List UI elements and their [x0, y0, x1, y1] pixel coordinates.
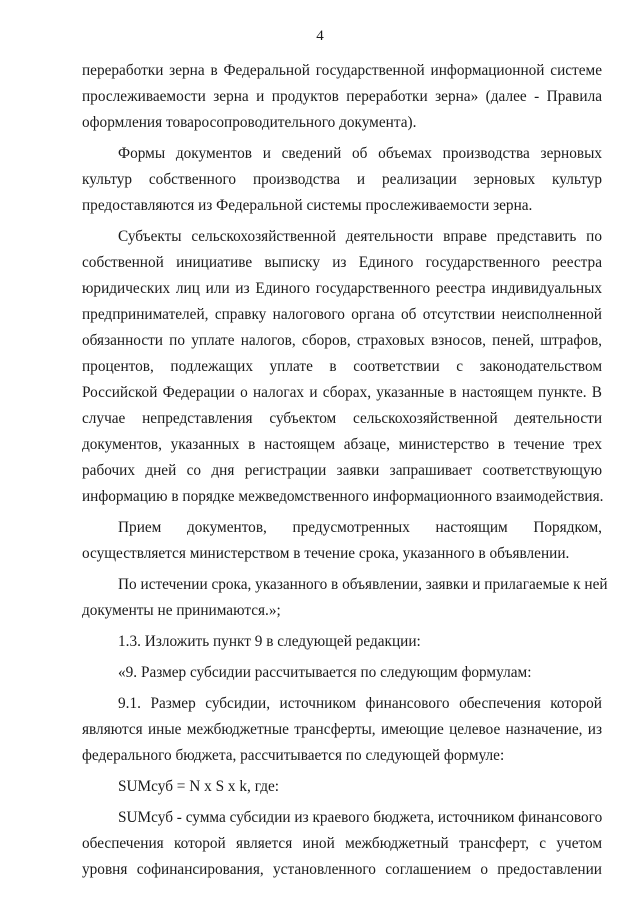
- text-line: SUMсуб - сумма субсидии из краевого бюджета, источником финансового: [118, 809, 603, 826]
- text-line: случае непредставления субъектом сельскохозяйственной деятельности: [82, 410, 602, 427]
- text-line: предоставляются из Федеральной системы прослеживаемости зерна.: [82, 197, 533, 214]
- text-line: рабочих дней со дня регистрации заявки запрашивает соответствующую: [82, 462, 602, 479]
- text-line: обеспечения которой является иной межбюджетный трансферт, с учетом: [82, 835, 602, 852]
- text-line: «9. Размер субсидии рассчитывается по следующим формулам:: [118, 664, 532, 681]
- text-line: По истечении срока, указанного в объявлении, заявки и прилагаемые к ней: [118, 576, 608, 593]
- text-line: оформления товаросопроводительного документа).: [82, 114, 417, 131]
- formula-line: SUMсуб = N x S x k, где:: [118, 778, 280, 795]
- text-line: являются иные межбюджетные трансферты, имеющие целевое назначение, из: [82, 721, 602, 738]
- text-line: собственной инициативе выписку из Единого государственного реестра: [82, 254, 602, 271]
- page-number: 4: [316, 28, 324, 44]
- text-line: Формы документов и сведений об объемах производства зерновых: [118, 145, 602, 162]
- text-line: прослеживаемости зерна и продуктов переработки зерна» (далее - Правила: [82, 88, 602, 105]
- text-line: осуществляется министерством в течение срока, указанного в объявлении.: [82, 545, 570, 562]
- text-line: Российской Федерации о налогах и сборах, указанные в настоящем пункте. В: [82, 384, 602, 401]
- text-line: Прием документов, предусмотренных настоящим Порядком,: [118, 519, 602, 536]
- text-line: документов, указанных в настоящем абзаце, министерство в течение трех: [82, 436, 602, 453]
- text-line: информацию в порядке межведомственного информационного взаимодействия.: [82, 488, 604, 505]
- text-line: обязанности по уплате налогов, сборов, страховых взносов, пеней, штрафов,: [82, 332, 602, 349]
- text-line: 1.3. Изложить пункт 9 в следующей редакции:: [118, 633, 421, 650]
- text-line: культур собственного производства и реализации зерновых культур: [82, 171, 602, 188]
- text-line: документы не принимаются.»;: [82, 602, 281, 619]
- text-line: переработки зерна в Федеральной государственной информационной системе: [82, 62, 602, 79]
- text-line: юридических лиц или из Единого государственного реестра индивидуальных: [82, 280, 602, 297]
- text-line: Субъекты сельскохозяйственной деятельности вправе представить по: [118, 228, 602, 245]
- text-line: уровня софинансирования, установленного соглашением о предоставлении: [82, 861, 602, 878]
- text-line: процентов, подлежащих уплате в соответствии с законодательством: [82, 358, 602, 375]
- text-line: 9.1. Размер субсидии, источником финансового обеспечения которой: [118, 695, 602, 712]
- document-body: [82, 58, 608, 883]
- text-line: предпринимателей, справку налогового органа об отсутствии неисполненной: [82, 306, 602, 323]
- text-line: федерального бюджета, рассчитывается по следующей формуле:: [82, 747, 505, 764]
